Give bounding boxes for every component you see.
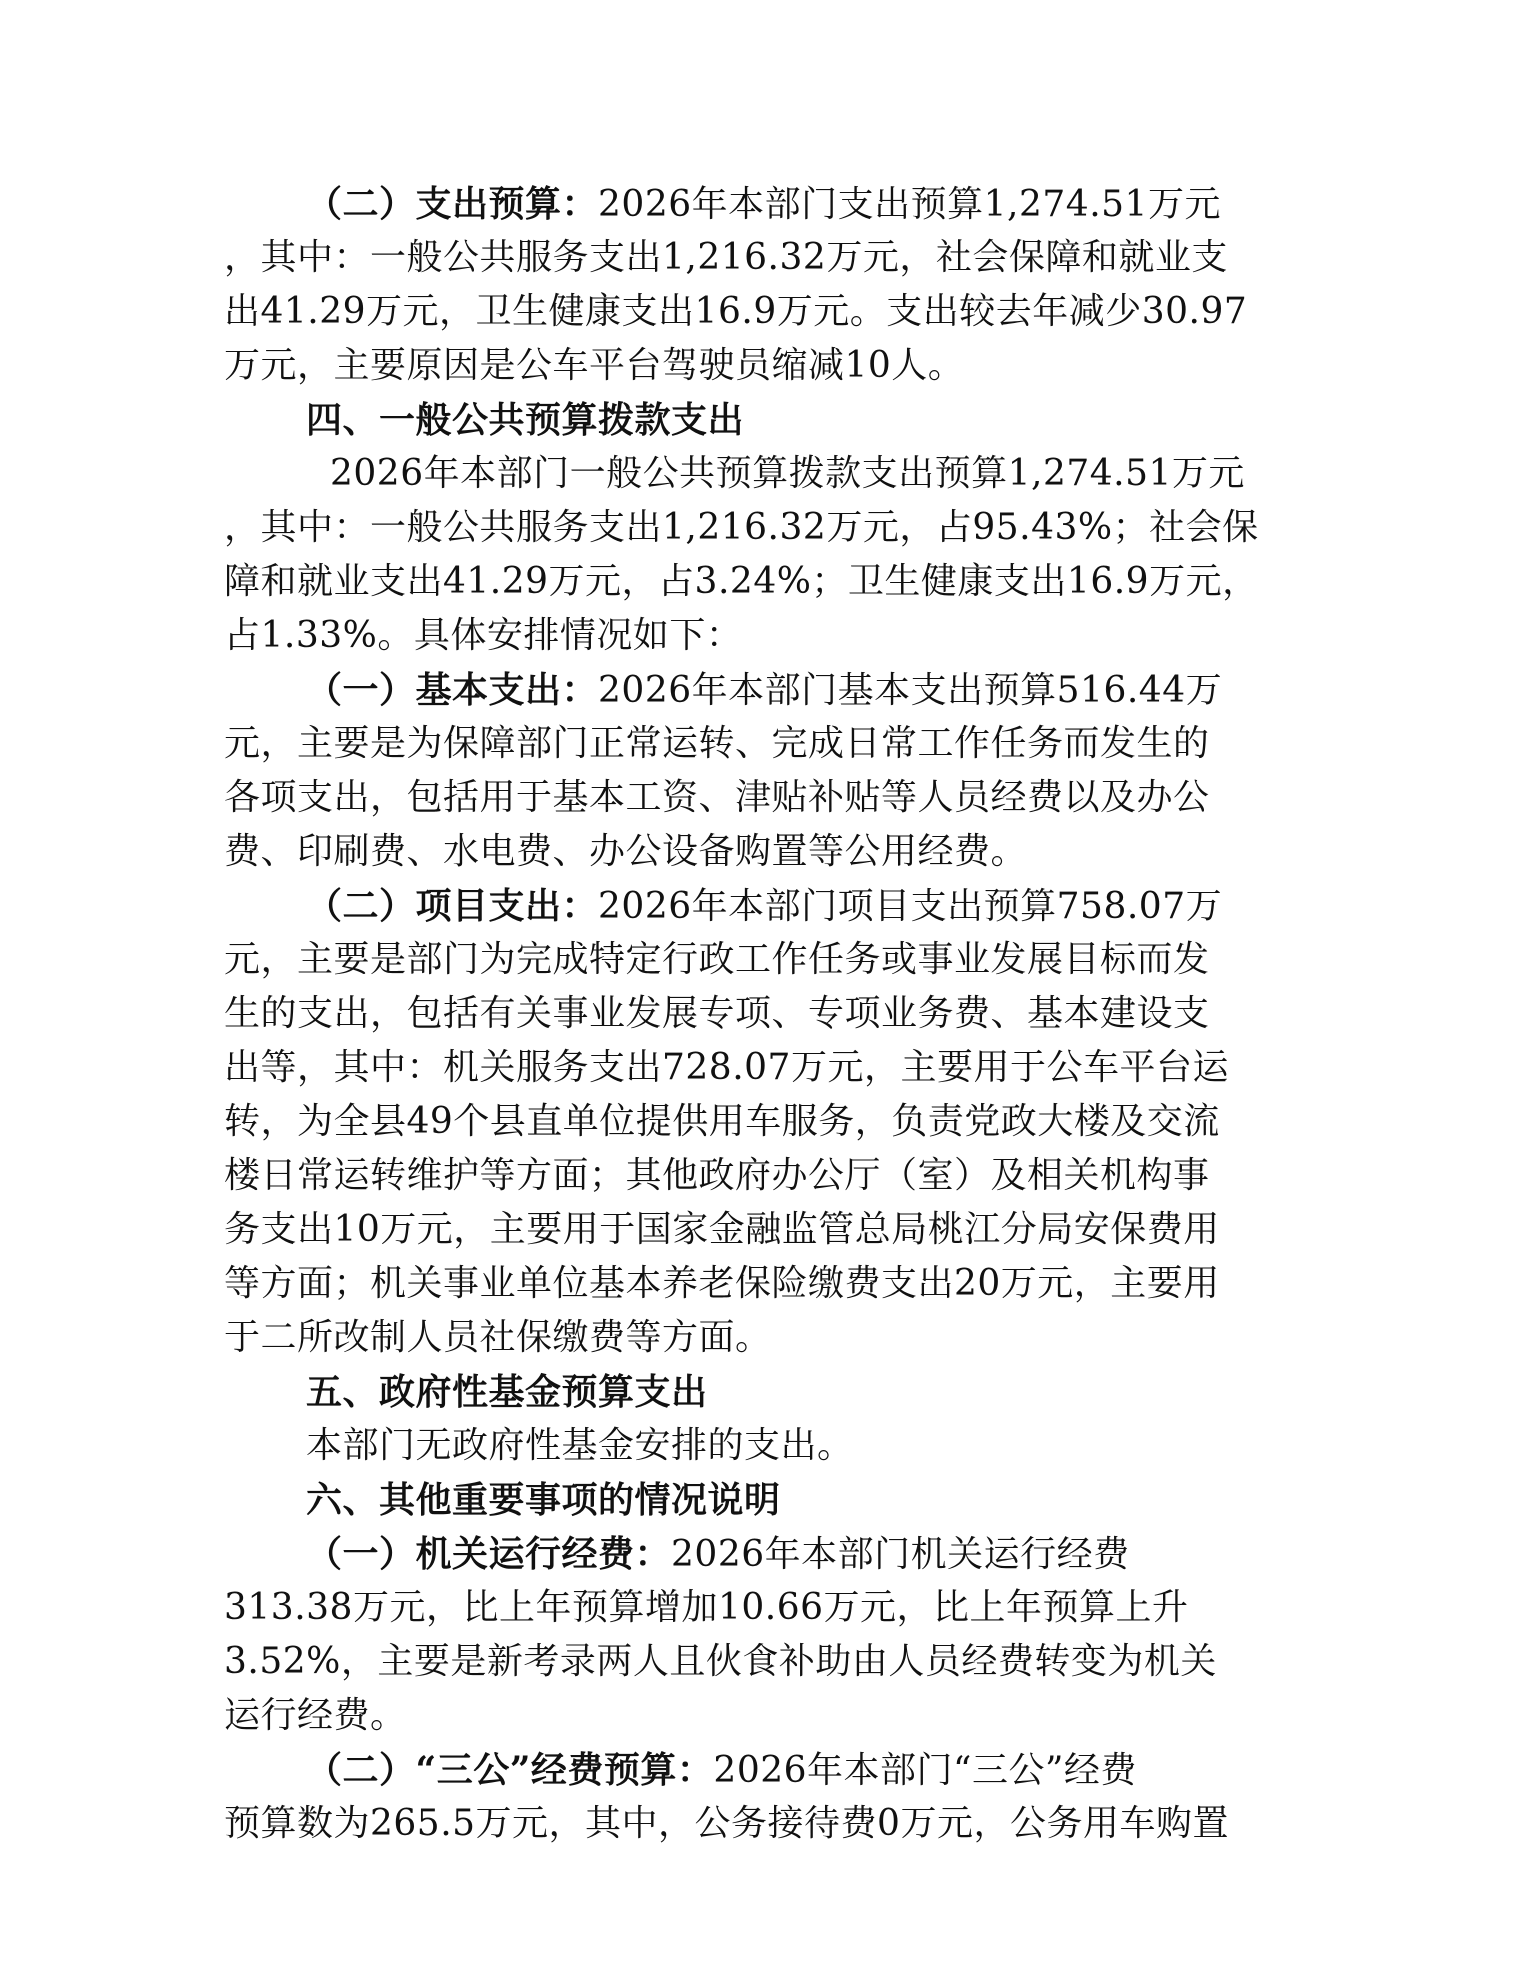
body-text: 3.52%，主要是新考录两人且伙食补助由人员经费转变为机关 [224,1641,1217,1682]
body-text: 转，为全县49个县直单位提供用车服务，负责党政大楼及交流 [224,1101,1220,1142]
paragraph-line [224,1584,1306,1632]
body-text: 出等，其中：机关服务支出728.07万元，主要用于公车平台运 [224,1047,1229,1088]
body-text: 预算数为265.5万元，其中，公务接待费0万元，公务用车购置 [224,1803,1229,1844]
body-text: 障和就业支出41.29万元，占3.24%；卫生健康支出16.9万元， [224,561,1259,602]
subsection-heading: （二）“三公”经费预算： [306,1749,714,1791]
paragraph-line [224,1044,1306,1092]
paragraph-line [224,342,1306,390]
paragraph-line [224,558,1306,606]
paragraph-line [306,1746,1388,1794]
body-text: 运行经费。 [224,1695,407,1736]
paragraph-line [306,1530,1388,1578]
paragraph-line [224,504,1306,552]
subsection-heading: （二）项目支出： [306,885,599,927]
paragraph-line [224,1800,1306,1848]
paragraph-line [224,1692,1306,1740]
paragraph-line [224,1314,1306,1362]
paragraph-line [224,288,1306,336]
body-text: 本部门无政府性基金安排的支出。 [306,1425,854,1466]
subsection-heading: （二）支出预算： [306,183,599,225]
paragraph-line [330,450,1412,498]
body-text: 各项支出，包括用于基本工资、津贴补贴等人员经费以及办公 [224,777,1210,818]
paragraph-line [224,1206,1306,1254]
section-heading: 五、政府性基金预算支出 [306,1371,708,1413]
paragraph-line [224,774,1306,822]
paragraph-line [306,180,1388,228]
body-text: 等方面；机关事业单位基本养老保险缴费支出20万元，主要用 [224,1263,1220,1304]
paragraph-line [224,990,1306,1038]
paragraph-line [224,936,1306,984]
section-heading: 四、一般公共预算拨款支出 [306,399,745,441]
body-text: 2026年本部门机关运行经费 [671,1534,1130,1575]
paragraph-line [306,1422,1388,1470]
section-heading: 六、其他重要事项的情况说明 [306,1479,781,1521]
subsection-heading: （一）基本支出： [306,669,599,711]
body-text: 2026年本部门“三公”经费 [713,1750,1137,1791]
paragraph-line [306,882,1388,930]
body-text: 生的支出，包括有关事业发展专项、专项业务费、基本建设支 [224,993,1210,1034]
body-text: 费、印刷费、水电费、办公设备购置等公用经费。 [224,831,1028,872]
body-text: ，其中：一般公共服务支出1,216.32万元，社会保障和就业支 [224,237,1228,278]
body-text: 2026年本部门基本支出预算516.44万 [598,670,1223,711]
body-text: 313.38万元，比上年预算增加10.66万元，比上年预算上升 [224,1587,1189,1628]
paragraph-line [224,234,1306,282]
paragraph-line [224,720,1306,768]
paragraph-line [224,1152,1306,1200]
body-text: 占1.33%。具体安排情况如下： [224,615,743,656]
paragraph-line [306,666,1388,714]
body-text: 出41.29万元，卫生健康支出16.9万元。支出较去年减少30.97 [224,291,1248,332]
body-text: 务支出10万元，主要用于国家金融监管总局桃江分局安保费用 [224,1209,1220,1250]
paragraph-line [224,612,1306,660]
paragraph-line [224,1260,1306,1308]
body-text: 2026年本部门支出预算1,274.51万元 [598,184,1221,225]
body-text: ，其中：一般公共服务支出1,216.32万元，占95.43%；社会保 [224,507,1259,548]
subsection-heading: （一）机关运行经费： [306,1533,672,1575]
body-text: 楼日常运转维护等方面；其他政府办公厅（室）及相关机构事 [224,1155,1210,1196]
body-text: 于二所改制人员社保缴费等方面。 [224,1317,772,1358]
body-text: 万元，主要原因是公车平台驾驶员缩减10人。 [224,345,965,386]
paragraph-line [224,1638,1306,1686]
body-text: 2026年本部门一般公共预算拨款支出预算1,274.51万元 [330,453,1245,494]
body-text: 2026年本部门项目支出预算758.07万 [598,886,1223,927]
paragraph-line [224,828,1306,876]
paragraph-line [224,1098,1306,1146]
body-text: 元，主要是部门为完成特定行政工作任务或事业发展目标而发 [224,939,1210,980]
body-text: 元，主要是为保障部门正常运转、完成日常工作任务而发生的 [224,723,1210,764]
